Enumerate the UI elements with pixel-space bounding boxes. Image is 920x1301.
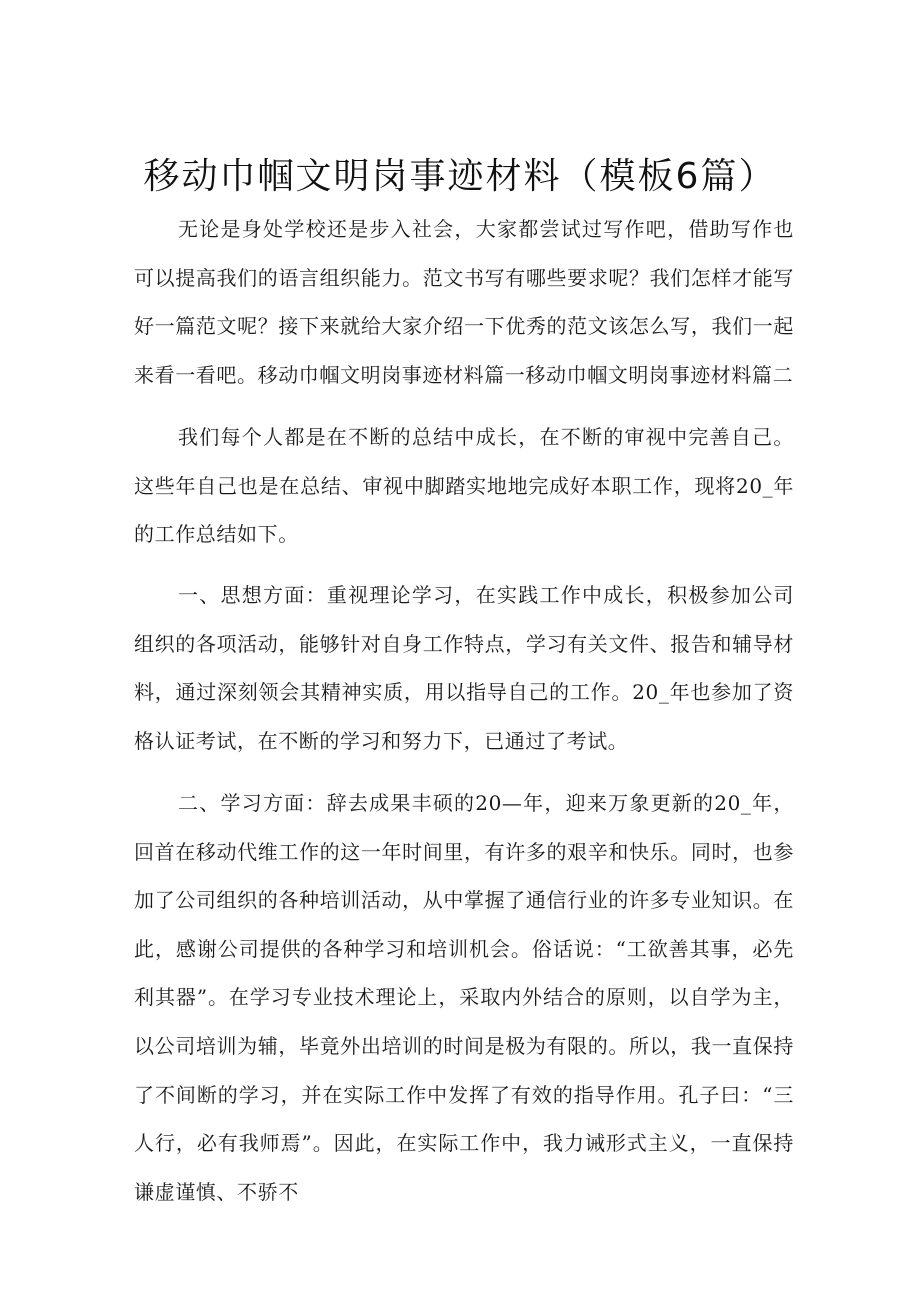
paragraph-study: 二、学习方面：辞去成果丰硕的20—年，迎来万象更新的20_年，回首在移动代维工作的这一年时间里，有许多的艰辛和快乐。同时，也参加了公司组织的各种培训活动，从中掌握了通信行业的许多专业知识。在此，感谢公司提供的各种学习和培训机会。俗话说：“工欲善其事，必先利其器”。在学习专业技术理论上，采取内外结合的原则，以自学为主，以公司培训为辅，毕竟外出培训的时间是极为有限的。所以，我一直保持了不间断的学习，并在实际工作中发挥了有效的指导作用。孔子曰：“三人行，必有我师焉”。因此，在实际工作中，我力诫形式主义，一直保持谦虚谨慎、不骄不 [134,791,794,1204]
paragraph-summary-opening: 我们每个人都是在不断的总结中成长，在不断的审视中完善自己。这些年自己也是在总结、审视中脚踏实地地完成好本职工作，现将20_年的工作总结如下。 [134,425,794,547]
paragraph-intro: 无论是身处学校还是步入社会，大家都尝试过写作吧，借助写作也可以提高我们的语言组织能力。范文书写有哪些要求呢？我们怎样才能写好一篇范文呢？接下来就给大家介绍一下优秀的范文该怎么写，我们一起来看一看吧。移动巾帼文明岗事迹材料篇一移动巾帼文明岗事迹材料篇二 [134,217,794,387]
document-title: 移动巾帼文明岗事迹材料（模板6篇） [143,156,777,197]
paragraph-ideology: 一、思想方面：重视理论学习，在实践工作中成长，积极参加公司组织的各项活动，能够针对自身工作特点，学习有关文件、报告和辅导材料，通过深刻领会其精神实质，用以指导自己的工作。20_年也参加了资格认证考试，在不断的学习和努力下，已通过了考试。 [134,583,794,753]
